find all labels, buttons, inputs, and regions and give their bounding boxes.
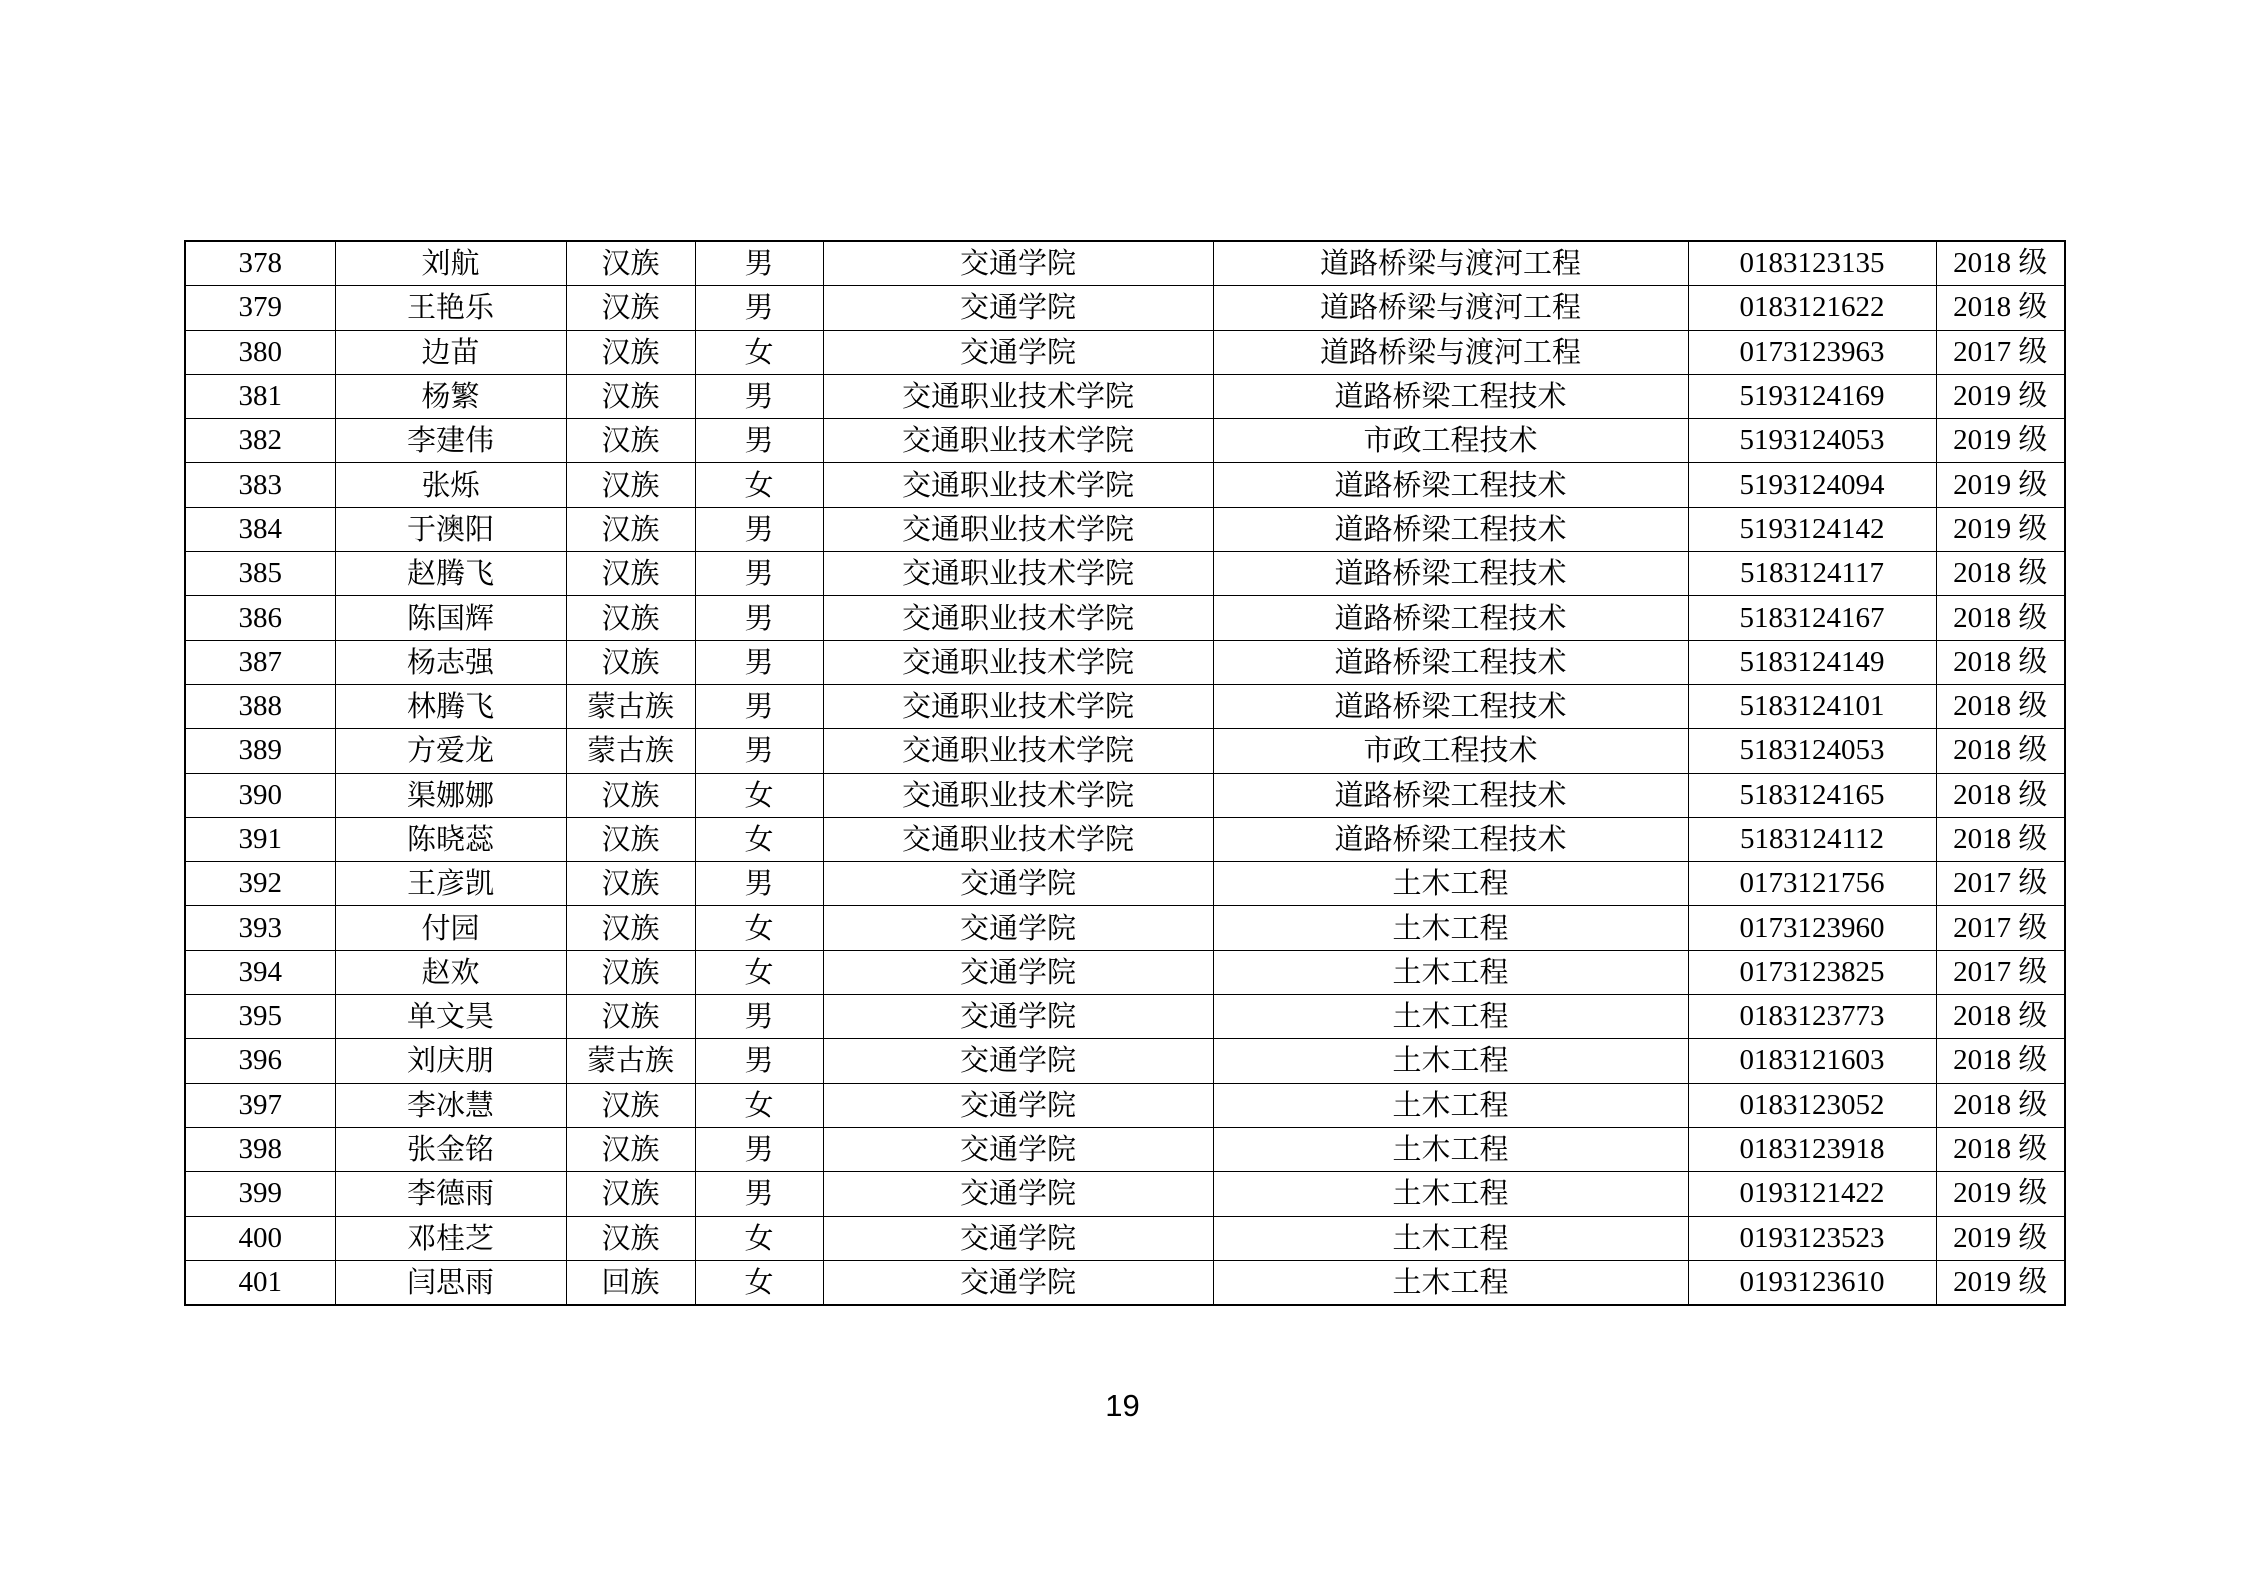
- cell-student-id: 0193123610: [1688, 1260, 1936, 1305]
- cell-major: 土木工程: [1213, 995, 1688, 1039]
- cell-name: 李冰慧: [335, 1083, 566, 1127]
- cell-grade: 2018 级: [1936, 729, 2065, 773]
- cell-student-id: 0173123963: [1688, 330, 1936, 374]
- cell-grade: 2019 级: [1936, 1172, 2065, 1216]
- cell-major: 土木工程: [1213, 1127, 1688, 1171]
- cell-college: 交通职业技术学院: [823, 684, 1213, 728]
- cell-grade: 2019 级: [1936, 507, 2065, 551]
- cell-student-id: 0193121422: [1688, 1172, 1936, 1216]
- cell-student-id: 0173121756: [1688, 862, 1936, 906]
- cell-student-id: 5183124149: [1688, 640, 1936, 684]
- cell-major: 土木工程: [1213, 1039, 1688, 1083]
- cell-major: 土木工程: [1213, 862, 1688, 906]
- cell-student-id: 0183123773: [1688, 995, 1936, 1039]
- cell-student-id: 5183124167: [1688, 596, 1936, 640]
- cell-index: 386: [185, 596, 335, 640]
- cell-name: 方爱龙: [335, 729, 566, 773]
- cell-gender: 男: [695, 596, 823, 640]
- table-row: [185, 419, 2065, 463]
- cell-gender: 男: [695, 1127, 823, 1171]
- cell-student-id: 0183123918: [1688, 1127, 1936, 1171]
- cell-name: 李建伟: [335, 419, 566, 463]
- cell-college: 交通职业技术学院: [823, 507, 1213, 551]
- cell-ethnicity: 蒙古族: [566, 1039, 695, 1083]
- cell-gender: 男: [695, 862, 823, 906]
- cell-grade: 2019 级: [1936, 419, 2065, 463]
- table-row: [185, 729, 2065, 773]
- cell-index: 398: [185, 1127, 335, 1171]
- cell-gender: 男: [695, 374, 823, 418]
- cell-student-id: 5183124112: [1688, 817, 1936, 861]
- cell-index: 382: [185, 419, 335, 463]
- cell-grade: 2018 级: [1936, 241, 2065, 286]
- cell-major: 土木工程: [1213, 1260, 1688, 1305]
- cell-gender: 女: [695, 906, 823, 950]
- cell-name: 单文昊: [335, 995, 566, 1039]
- cell-ethnicity: 汉族: [566, 330, 695, 374]
- cell-student-id: 0193123523: [1688, 1216, 1936, 1260]
- cell-college: 交通学院: [823, 286, 1213, 330]
- cell-name: 刘庆朋: [335, 1039, 566, 1083]
- cell-name: 刘航: [335, 241, 566, 286]
- cell-college: 交通学院: [823, 1127, 1213, 1171]
- cell-gender: 男: [695, 640, 823, 684]
- cell-gender: 男: [695, 286, 823, 330]
- cell-index: 390: [185, 773, 335, 817]
- table-row: [185, 552, 2065, 596]
- cell-student-id: 0183123052: [1688, 1083, 1936, 1127]
- cell-student-id: 5183124053: [1688, 729, 1936, 773]
- cell-name: 王艳乐: [335, 286, 566, 330]
- cell-college: 交通职业技术学院: [823, 817, 1213, 861]
- page-number: 19: [1105, 1388, 1140, 1423]
- table-row: [185, 1039, 2065, 1083]
- cell-ethnicity: 汉族: [566, 995, 695, 1039]
- cell-gender: 男: [695, 419, 823, 463]
- cell-ethnicity: 汉族: [566, 1216, 695, 1260]
- cell-college: 交通学院: [823, 1083, 1213, 1127]
- cell-ethnicity: 汉族: [566, 419, 695, 463]
- cell-name: 杨志强: [335, 640, 566, 684]
- cell-student-id: 0183123135: [1688, 241, 1936, 286]
- cell-name: 边苗: [335, 330, 566, 374]
- cell-ethnicity: 汉族: [566, 640, 695, 684]
- cell-gender: 女: [695, 1083, 823, 1127]
- cell-name: 渠娜娜: [335, 773, 566, 817]
- cell-major: 道路桥梁工程技术: [1213, 640, 1688, 684]
- cell-grade: 2018 级: [1936, 1127, 2065, 1171]
- cell-college: 交通学院: [823, 1260, 1213, 1305]
- cell-ethnicity: 蒙古族: [566, 729, 695, 773]
- cell-ethnicity: 汉族: [566, 906, 695, 950]
- cell-grade: 2018 级: [1936, 640, 2065, 684]
- cell-grade: 2018 级: [1936, 1083, 2065, 1127]
- cell-index: 389: [185, 729, 335, 773]
- cell-gender: 女: [695, 463, 823, 507]
- cell-college: 交通学院: [823, 862, 1213, 906]
- cell-ethnicity: 汉族: [566, 286, 695, 330]
- cell-name: 张烁: [335, 463, 566, 507]
- cell-major: 土木工程: [1213, 1083, 1688, 1127]
- cell-college: 交通学院: [823, 950, 1213, 994]
- cell-grade: 2019 级: [1936, 1260, 2065, 1305]
- cell-index: 384: [185, 507, 335, 551]
- cell-ethnicity: 汉族: [566, 241, 695, 286]
- cell-grade: 2018 级: [1936, 817, 2065, 861]
- cell-index: 392: [185, 862, 335, 906]
- cell-ethnicity: 汉族: [566, 1172, 695, 1216]
- table-row: [185, 507, 2065, 551]
- cell-index: 395: [185, 995, 335, 1039]
- cell-student-id: 5193124094: [1688, 463, 1936, 507]
- cell-grade: 2018 级: [1936, 773, 2065, 817]
- cell-ethnicity: 汉族: [566, 773, 695, 817]
- cell-ethnicity: 汉族: [566, 463, 695, 507]
- cell-ethnicity: 汉族: [566, 1127, 695, 1171]
- table-row: [185, 1260, 2065, 1305]
- cell-student-id: 0173123825: [1688, 950, 1936, 994]
- table-row: [185, 1083, 2065, 1127]
- cell-major: 土木工程: [1213, 950, 1688, 994]
- cell-college: 交通学院: [823, 1039, 1213, 1083]
- roster-body: [185, 241, 2065, 1305]
- cell-college: 交通职业技术学院: [823, 596, 1213, 640]
- cell-grade: 2017 级: [1936, 950, 2065, 994]
- cell-student-id: 0173123960: [1688, 906, 1936, 950]
- cell-college: 交通学院: [823, 1172, 1213, 1216]
- cell-name: 于澳阳: [335, 507, 566, 551]
- cell-name: 邓桂芝: [335, 1216, 566, 1260]
- table-row: [185, 995, 2065, 1039]
- cell-index: 400: [185, 1216, 335, 1260]
- table-row: [185, 241, 2065, 286]
- cell-major: 道路桥梁工程技术: [1213, 596, 1688, 640]
- cell-student-id: 5193124142: [1688, 507, 1936, 551]
- table-row: [185, 862, 2065, 906]
- cell-name: 张金铭: [335, 1127, 566, 1171]
- cell-major: 道路桥梁工程技术: [1213, 463, 1688, 507]
- table-row: [185, 640, 2065, 684]
- cell-gender: 女: [695, 330, 823, 374]
- cell-college: 交通学院: [823, 241, 1213, 286]
- cell-index: 383: [185, 463, 335, 507]
- cell-index: 396: [185, 1039, 335, 1083]
- table-row: [185, 1172, 2065, 1216]
- cell-ethnicity: 汉族: [566, 817, 695, 861]
- cell-grade: 2019 级: [1936, 374, 2065, 418]
- cell-gender: 女: [695, 817, 823, 861]
- cell-major: 市政工程技术: [1213, 729, 1688, 773]
- cell-college: 交通职业技术学院: [823, 640, 1213, 684]
- cell-index: 401: [185, 1260, 335, 1305]
- cell-index: 379: [185, 286, 335, 330]
- cell-college: 交通职业技术学院: [823, 773, 1213, 817]
- table-row: [185, 1216, 2065, 1260]
- cell-name: 陈晓蕊: [335, 817, 566, 861]
- cell-index: 381: [185, 374, 335, 418]
- table-row: [185, 950, 2065, 994]
- cell-gender: 男: [695, 995, 823, 1039]
- cell-gender: 女: [695, 1260, 823, 1305]
- cell-index: 399: [185, 1172, 335, 1216]
- cell-index: 391: [185, 817, 335, 861]
- cell-grade: 2017 级: [1936, 862, 2065, 906]
- cell-name: 王彦凯: [335, 862, 566, 906]
- cell-ethnicity: 汉族: [566, 552, 695, 596]
- cell-index: 378: [185, 241, 335, 286]
- table-row: [185, 463, 2065, 507]
- cell-ethnicity: 汉族: [566, 862, 695, 906]
- cell-ethnicity: 汉族: [566, 507, 695, 551]
- cell-major: 道路桥梁与渡河工程: [1213, 286, 1688, 330]
- cell-grade: 2018 级: [1936, 995, 2065, 1039]
- cell-gender: 女: [695, 950, 823, 994]
- cell-ethnicity: 汉族: [566, 596, 695, 640]
- cell-gender: 男: [695, 552, 823, 596]
- cell-gender: 男: [695, 241, 823, 286]
- cell-student-id: 5193124053: [1688, 419, 1936, 463]
- cell-index: 397: [185, 1083, 335, 1127]
- cell-major: 道路桥梁工程技术: [1213, 817, 1688, 861]
- cell-name: 付园: [335, 906, 566, 950]
- cell-gender: 女: [695, 773, 823, 817]
- cell-grade: 2017 级: [1936, 906, 2065, 950]
- table-row: [185, 374, 2065, 418]
- table-row: [185, 684, 2065, 728]
- cell-student-id: 5183124117: [1688, 552, 1936, 596]
- cell-major: 土木工程: [1213, 1216, 1688, 1260]
- cell-name: 林腾飞: [335, 684, 566, 728]
- cell-college: 交通职业技术学院: [823, 463, 1213, 507]
- cell-college: 交通学院: [823, 906, 1213, 950]
- table-row: [185, 773, 2065, 817]
- cell-name: 陈国辉: [335, 596, 566, 640]
- cell-index: 385: [185, 552, 335, 596]
- cell-college: 交通职业技术学院: [823, 419, 1213, 463]
- cell-name: 闫思雨: [335, 1260, 566, 1305]
- cell-major: 道路桥梁工程技术: [1213, 374, 1688, 418]
- table-row: [185, 906, 2065, 950]
- table-row: [185, 330, 2065, 374]
- cell-index: 388: [185, 684, 335, 728]
- cell-major: 市政工程技术: [1213, 419, 1688, 463]
- cell-gender: 男: [695, 1172, 823, 1216]
- cell-college: 交通职业技术学院: [823, 729, 1213, 773]
- cell-college: 交通职业技术学院: [823, 552, 1213, 596]
- cell-grade: 2018 级: [1936, 596, 2065, 640]
- cell-student-id: 5183124101: [1688, 684, 1936, 728]
- cell-major: 道路桥梁工程技术: [1213, 773, 1688, 817]
- cell-major: 道路桥梁工程技术: [1213, 684, 1688, 728]
- cell-grade: 2018 级: [1936, 1039, 2065, 1083]
- cell-ethnicity: 汉族: [566, 1083, 695, 1127]
- cell-major: 道路桥梁与渡河工程: [1213, 330, 1688, 374]
- cell-ethnicity: 汉族: [566, 950, 695, 994]
- cell-major: 道路桥梁与渡河工程: [1213, 241, 1688, 286]
- cell-student-id: 0183121603: [1688, 1039, 1936, 1083]
- cell-name: 赵腾飞: [335, 552, 566, 596]
- cell-college: 交通职业技术学院: [823, 374, 1213, 418]
- cell-ethnicity: 蒙古族: [566, 684, 695, 728]
- cell-name: 杨繁: [335, 374, 566, 418]
- cell-major: 道路桥梁工程技术: [1213, 507, 1688, 551]
- cell-ethnicity: 汉族: [566, 374, 695, 418]
- cell-gender: 男: [695, 729, 823, 773]
- cell-gender: 男: [695, 1039, 823, 1083]
- cell-grade: 2017 级: [1936, 330, 2065, 374]
- cell-name: 李德雨: [335, 1172, 566, 1216]
- cell-student-id: 0183121622: [1688, 286, 1936, 330]
- cell-college: 交通学院: [823, 995, 1213, 1039]
- table-row: [185, 596, 2065, 640]
- student-roster-table: [184, 240, 2066, 1306]
- cell-student-id: 5193124169: [1688, 374, 1936, 418]
- cell-major: 土木工程: [1213, 906, 1688, 950]
- cell-index: 387: [185, 640, 335, 684]
- cell-ethnicity: 回族: [566, 1260, 695, 1305]
- table-row: [185, 1127, 2065, 1171]
- cell-index: 393: [185, 906, 335, 950]
- cell-index: 380: [185, 330, 335, 374]
- cell-major: 道路桥梁工程技术: [1213, 552, 1688, 596]
- cell-student-id: 5183124165: [1688, 773, 1936, 817]
- cell-grade: 2018 级: [1936, 684, 2065, 728]
- table-row: [185, 817, 2065, 861]
- cell-gender: 男: [695, 507, 823, 551]
- cell-name: 赵欢: [335, 950, 566, 994]
- cell-major: 土木工程: [1213, 1172, 1688, 1216]
- cell-college: 交通学院: [823, 330, 1213, 374]
- table-row: [185, 286, 2065, 330]
- cell-grade: 2018 级: [1936, 552, 2065, 596]
- cell-grade: 2018 级: [1936, 286, 2065, 330]
- cell-college: 交通学院: [823, 1216, 1213, 1260]
- cell-grade: 2019 级: [1936, 1216, 2065, 1260]
- cell-gender: 女: [695, 1216, 823, 1260]
- cell-gender: 男: [695, 684, 823, 728]
- cell-index: 394: [185, 950, 335, 994]
- cell-grade: 2019 级: [1936, 463, 2065, 507]
